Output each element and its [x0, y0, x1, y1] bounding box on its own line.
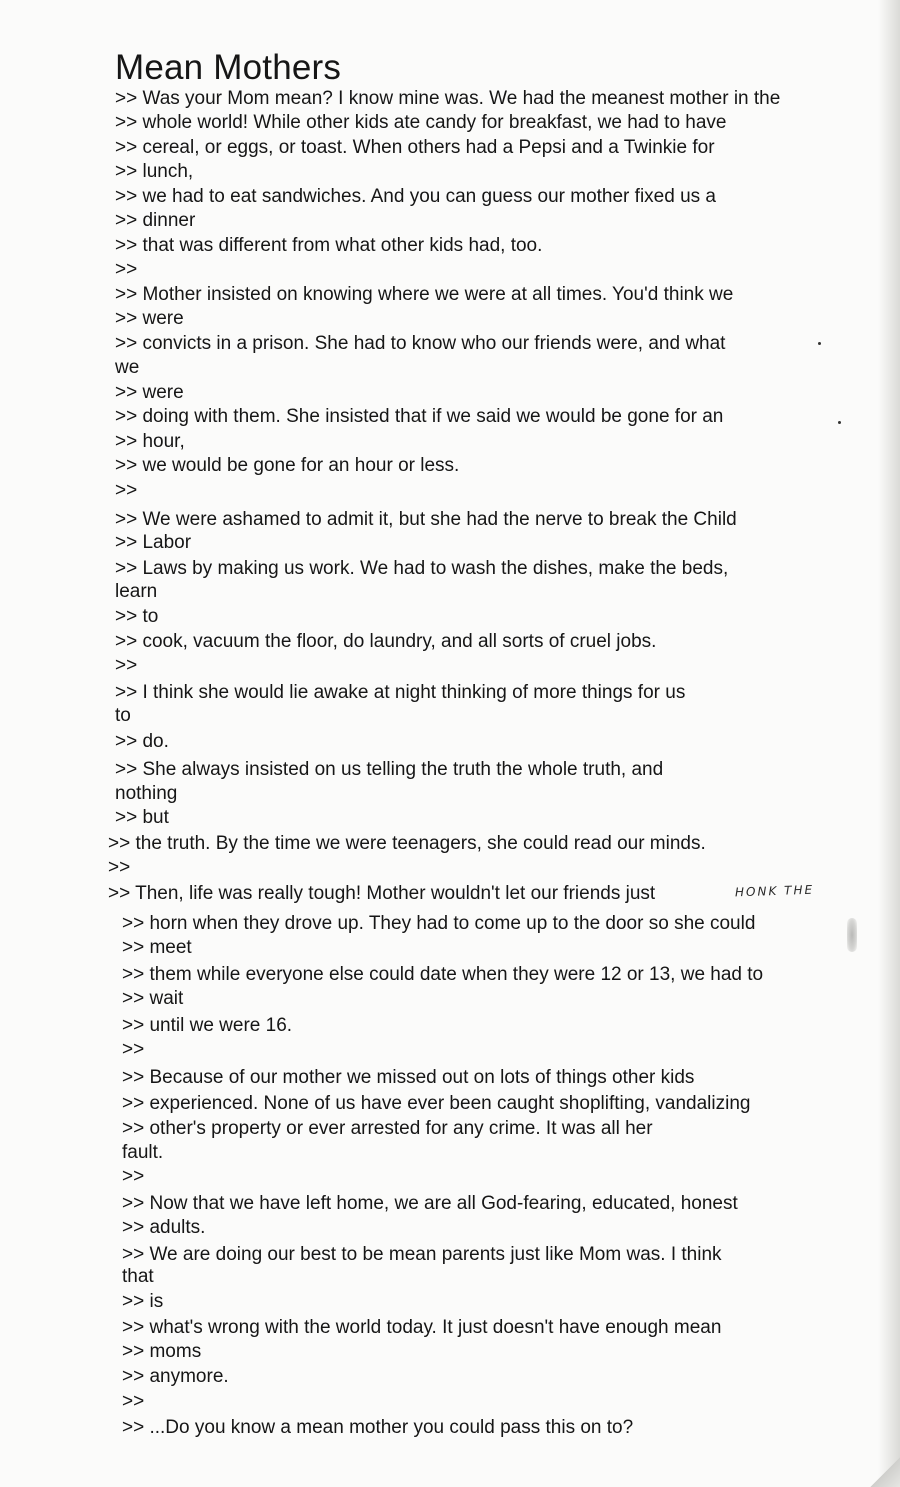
text-line: >> Now that we have left home, we are all God-fearing, educated, honest	[122, 1193, 738, 1214]
text-line: >> convicts in a prison. She had to know who our friends were, and what	[115, 333, 726, 354]
text-line: >> Was your Mom mean? I know mine was. We had the meanest mother in the	[115, 88, 781, 109]
text-line: >>	[115, 655, 138, 676]
scanner-page-edge	[878, 0, 900, 1487]
text-line: >> hour,	[115, 431, 185, 452]
scan-speck	[838, 421, 841, 424]
text-line: >> anymore.	[122, 1366, 229, 1387]
text-line: >> until we were 16.	[122, 1015, 293, 1036]
document-title: Mean Mothers	[115, 48, 342, 87]
text-line: >> doing with them. She insisted that if we said we would be gone for an	[115, 406, 724, 427]
text-line: >> moms	[122, 1341, 202, 1362]
text-line: we	[115, 357, 140, 378]
page-curl	[870, 1457, 900, 1487]
text-line: >> dinner	[115, 210, 196, 231]
text-line: >> other's property or ever arrested for any crime. It was all her	[122, 1118, 653, 1139]
text-line: >>	[115, 259, 138, 280]
text-line: >> that was different from what other kids had, too.	[115, 235, 543, 256]
text-line: >> we would be gone for an hour or less.	[115, 455, 460, 476]
scan-smudge	[847, 918, 857, 952]
text-line: >> experienced. None of us have ever been caught shoplifting, vandalizing	[122, 1093, 751, 1114]
text-line: >> them while everyone else could date when they were 12 or 13, we had to	[122, 964, 764, 985]
handwritten-annotation: HONK THE	[734, 882, 815, 900]
text-line: >> wait	[122, 988, 184, 1009]
text-line: to	[115, 705, 131, 726]
text-line: >> the truth. By the time we were teenagers, she could read our minds.	[108, 833, 706, 854]
text-line: >> whole world! While other kids ate candy for breakfast, we had to have	[115, 112, 727, 133]
text-line: >>	[108, 857, 131, 878]
text-line: >>	[115, 480, 138, 501]
text-line: >> what's wrong with the world today. It just doesn't have enough mean	[122, 1317, 722, 1338]
text-line: that	[122, 1266, 154, 1287]
text-line: >> meet	[122, 937, 192, 958]
text-line: >> were	[115, 382, 184, 403]
text-line: >> adults.	[122, 1217, 206, 1238]
text-line: >>	[122, 1391, 145, 1412]
text-line: >> is	[122, 1291, 164, 1312]
text-line: >> Mother insisted on knowing where we were at all times. You'd think we	[115, 284, 734, 305]
text-line: >> cook, vacuum the floor, do laundry, and all sorts of cruel jobs.	[115, 631, 657, 652]
text-line: >> We are doing our best to be mean parents just like Mom was. I think	[122, 1244, 722, 1265]
text-line: >> Labor	[115, 532, 192, 553]
text-line: >> She always insisted on us telling the truth the whole truth, and	[115, 759, 664, 780]
text-line: >> Because of our mother we missed out on lots of things other kids	[122, 1067, 695, 1088]
text-line: nothing	[115, 783, 178, 804]
text-line: >> cereal, or eggs, or toast. When others had a Pepsi and a Twinkie for	[115, 137, 715, 158]
text-line: >> Laws by making us work. We had to wash the dishes, make the beds,	[115, 558, 729, 579]
text-line: learn	[115, 581, 158, 602]
text-line: >> we had to eat sandwiches. And you can guess our mother fixed us a	[115, 186, 716, 207]
text-line: >> horn when they drove up. They had to come up to the door so she could	[122, 913, 756, 934]
text-line: fault.	[122, 1142, 164, 1163]
text-line: >> Then, life was really tough! Mother wouldn't let our friends just	[108, 883, 656, 904]
text-line: >>	[122, 1166, 145, 1187]
text-line: >> We were ashamed to admit it, but she had the nerve to break the Child	[115, 509, 737, 530]
text-line: >> ...Do you know a mean mother you could pass this on to?	[122, 1417, 634, 1438]
text-line: >> were	[115, 308, 184, 329]
text-line: >> I think she would lie awake at night thinking of more things for us	[115, 682, 686, 703]
text-line: >>	[122, 1039, 145, 1060]
text-line: >> do.	[115, 731, 169, 752]
text-line: >> but	[115, 807, 169, 828]
text-line: >> to	[115, 606, 159, 627]
scan-speck	[818, 342, 821, 345]
text-line: >> lunch,	[115, 161, 194, 182]
